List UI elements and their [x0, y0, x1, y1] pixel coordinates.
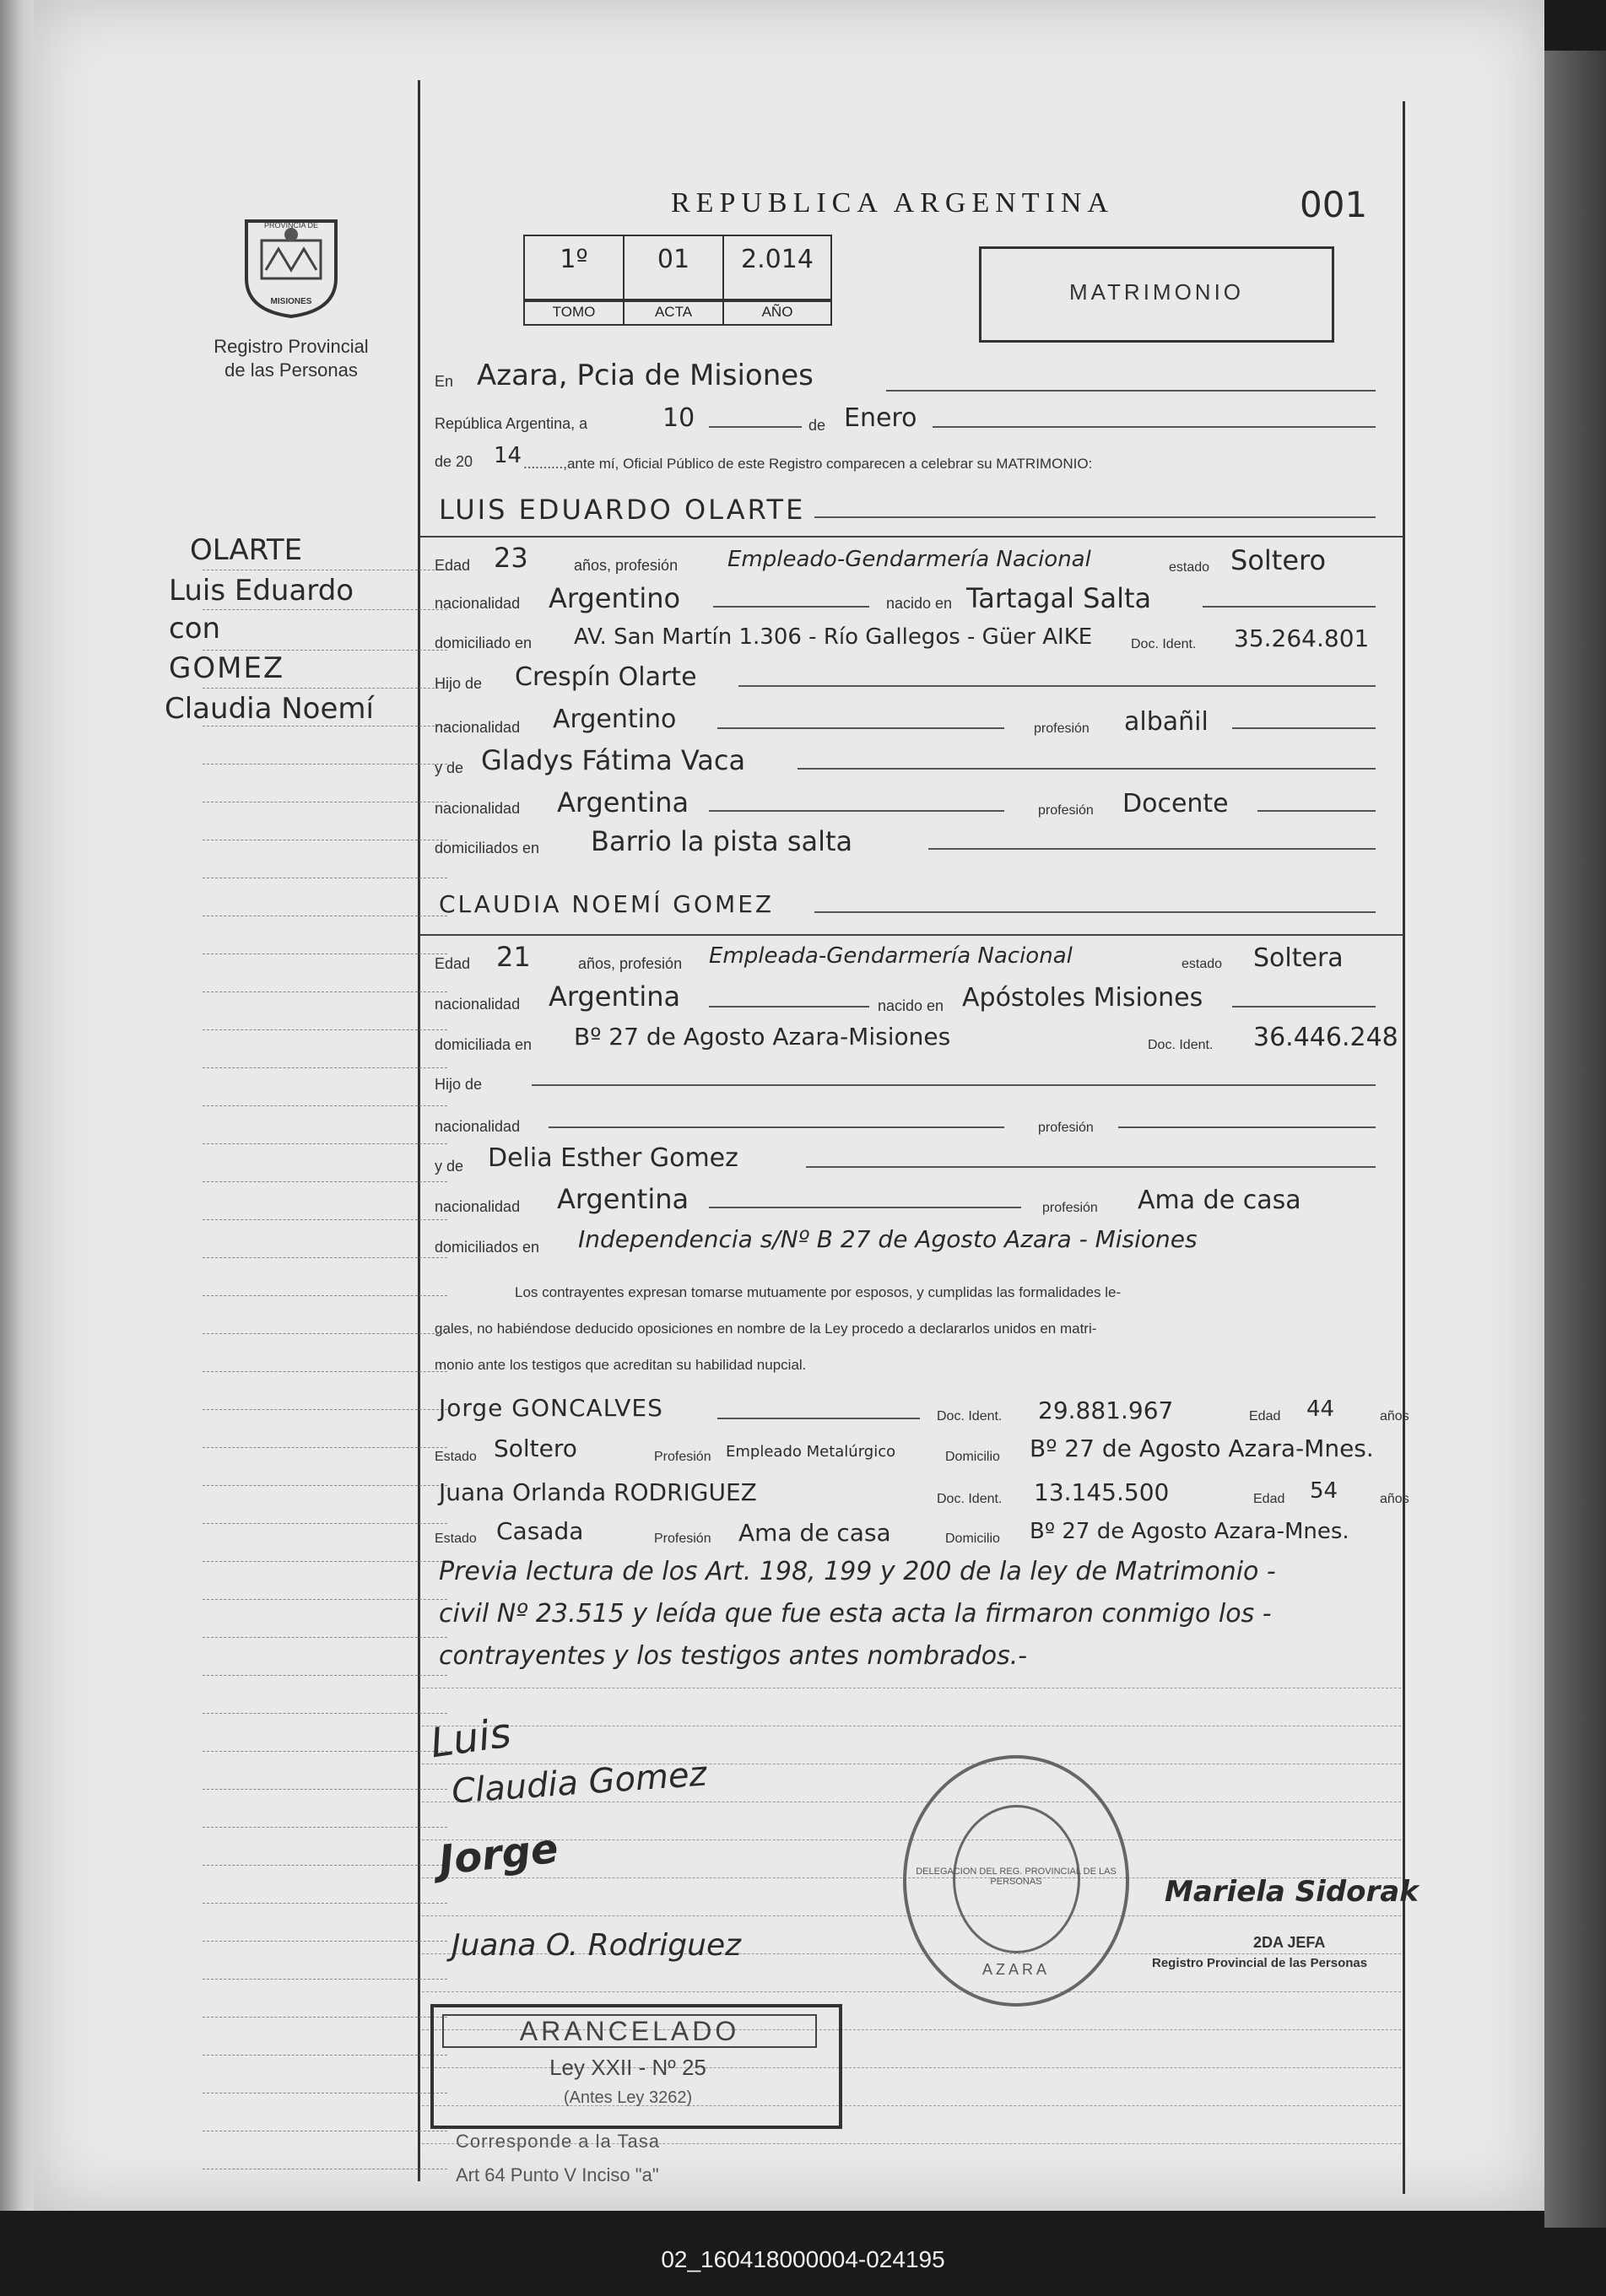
- witness1-estado-label: Estado: [435, 1450, 477, 1464]
- witness2-profession: Ama de casa: [738, 1519, 891, 1547]
- official-org: Registro Provincial de las Personas: [1152, 1956, 1368, 1970]
- register-page: [34, 0, 1544, 2211]
- fee-stamp-law: Ley XXII - Nº 25: [549, 2055, 706, 2080]
- intro-place: Azara, Pcia de Misiones: [477, 359, 814, 392]
- bride-mother: Delia Esther Gomez: [488, 1143, 738, 1173]
- groom-profesion-label: profesión: [1034, 721, 1090, 736]
- groom-father-profession: albañil: [1124, 707, 1209, 737]
- fee-stamp-title: ARANCELADO: [442, 2014, 817, 2048]
- fee-note-1: Corresponde a la Tasa: [456, 2131, 660, 2152]
- margin-note-2: Luis Eduardo: [169, 574, 354, 608]
- intro-de-label: de: [808, 417, 826, 434]
- bride-status: Soltera: [1253, 943, 1344, 973]
- fee-stamp: [430, 2004, 842, 2129]
- logo-text-bottom: MISIONES: [270, 297, 312, 306]
- intro-republica-label: República Argentina, a: [435, 415, 588, 432]
- witness1-signature: Jorge: [436, 1824, 560, 1885]
- page-number: 001: [1300, 184, 1368, 225]
- bride-edad-label: Edad: [435, 955, 471, 972]
- witness1-profesion-label: Profesión: [654, 1450, 711, 1464]
- closing-line-2: civil Nº 23.515 y leída que fue esta acta la firmaron conmigo los -: [439, 1599, 1272, 1629]
- acta-label: ACTA: [623, 299, 724, 326]
- bride-profesion-label: profesión: [1038, 1121, 1094, 1135]
- image-code: 02_160418000004-024195: [661, 2246, 945, 2272]
- groom-address: AV. San Martín 1.306 - Río Gallegos - Güer AIKE: [574, 624, 1093, 650]
- witness2-anos-label: años: [1380, 1492, 1409, 1506]
- witness2-doc: 13.145.500: [1034, 1478, 1170, 1506]
- bride-father-nat-label: nacionalidad: [435, 1118, 521, 1135]
- groom-hijo-label: Hijo de: [435, 675, 483, 692]
- witness2-edad-label: Edad: [1253, 1492, 1285, 1506]
- margin-note-3: con: [169, 612, 221, 646]
- declaration-line-1: Los contrayentes expresan tomarse mutuamente por esposos, y cumplidas las formalidades le-: [515, 1284, 1122, 1300]
- declaration-line-3: monio ante los testigos que acreditan su habilidad nupcial.: [435, 1357, 807, 1373]
- country-title: REPUBLICA ARGENTINA: [671, 187, 1114, 219]
- groom-profession: Empleado-Gendarmería Nacional: [727, 547, 1091, 572]
- book-edge: [1544, 51, 1606, 2228]
- witness2-status: Casada: [496, 1517, 584, 1545]
- groom-mother-profession: Docente: [1122, 789, 1229, 818]
- witness1-status: Soltero: [494, 1434, 577, 1462]
- groom-estado-label: estado: [1169, 560, 1210, 575]
- bride-domiciliados-label: domiciliados en: [435, 1239, 540, 1256]
- witness1-doc: 29.881.967: [1038, 1397, 1174, 1424]
- bride-estado-label: estado: [1182, 957, 1223, 971]
- left-frame-line: [418, 80, 420, 2181]
- closing-line-3: contrayentes y los testigos antes nombrados.-: [439, 1641, 1028, 1671]
- intro-en-label: En: [435, 373, 454, 390]
- logo-text-top: PROVINCIA DE: [263, 221, 318, 230]
- groom-age: 23: [494, 542, 528, 574]
- groom-domiciliados-label: domiciliados en: [435, 840, 540, 856]
- anio-label: AÑO: [722, 299, 832, 326]
- bride-mother-profesion-label: profesión: [1042, 1201, 1098, 1215]
- seal-text: DELEGACION DEL REG. PROVINCIAL DE LAS PERSONAS: [916, 1867, 1117, 1887]
- bride-nacionalidad-label: nacionalidad: [435, 996, 521, 1013]
- fee-note-2: Art 64 Punto V Inciso "a": [456, 2164, 659, 2185]
- witness1-anos-label: años: [1380, 1409, 1409, 1424]
- bride-age: 21: [496, 941, 531, 973]
- tomo-cell: [523, 235, 625, 302]
- acta-cell: [623, 235, 724, 302]
- bride-signature: Claudia Gomez: [450, 1754, 708, 1812]
- witness1-domicilio-label: Domicilio: [945, 1450, 1000, 1464]
- groom-nationality: Argentino: [549, 582, 681, 614]
- bride-nacido-label: nacido en: [878, 997, 944, 1014]
- registry-name-line1: Registro Provincial: [214, 336, 369, 357]
- intro-text: ..........,ante mí, Oficial Público de este Registro comparecen a celebrar su MATRIMONIO:: [523, 456, 1093, 472]
- official-seal: [903, 1755, 1129, 2007]
- intro-day: 10: [662, 403, 695, 433]
- bride-birthplace: Apóstoles Misiones: [962, 983, 1203, 1013]
- witness1-edad-label: Edad: [1249, 1409, 1281, 1424]
- witness2-signature: Juana O. Rodriguez: [452, 1928, 741, 1963]
- certificate-type: MATRIMONIO: [1068, 279, 1245, 305]
- groom-doc-label: Doc. Ident.: [1131, 637, 1197, 651]
- anio-cell: [722, 235, 832, 302]
- groom-name: LUIS EDUARDO OLARTE: [439, 494, 806, 526]
- fee-stamp-prior: (Antes Ley 3262): [563, 2088, 693, 2107]
- bride-parents-address: Independencia s/Nº B 27 de Agosto Azara - Misiones: [578, 1225, 1198, 1253]
- groom-mother-nat-label: nacionalidad: [435, 800, 521, 817]
- groom-domiciliado-label: domiciliado en: [435, 635, 533, 651]
- witness2-doc-label: Doc. Ident.: [937, 1492, 1003, 1506]
- seal-city: AZARA: [981, 1961, 1050, 1978]
- intro-year-suffix: 14: [494, 443, 522, 468]
- groom-doc: 35.264.801: [1234, 624, 1370, 652]
- witness2-domicilio-label: Domicilio: [945, 1532, 1000, 1546]
- groom-status: Soltero: [1230, 544, 1327, 576]
- witness1-age: 44: [1306, 1397, 1335, 1422]
- groom-nacionalidad-label: nacionalidad: [435, 595, 521, 612]
- bride-anos-label: años, profesión: [578, 955, 683, 972]
- declaration-line-2: gales, no habiéndose deducido oposiciones en nombre de la Ley procedo a declararlos unidos en matri-: [435, 1321, 1097, 1337]
- groom-parents-address: Barrio la pista salta: [591, 825, 853, 857]
- bride-mother-nat-label: nacionalidad: [435, 1198, 521, 1215]
- margin-note-1: OLARTE: [190, 533, 303, 567]
- bride-address: Bº 27 de Agosto Azara-Misiones: [574, 1023, 951, 1051]
- bride-doc: 36.446.248: [1253, 1023, 1398, 1052]
- bride-domiciliada-label: domiciliada en: [435, 1036, 533, 1053]
- groom-father-nat-label: nacionalidad: [435, 719, 521, 736]
- groom-mother: Gladys Fátima Vaca: [481, 744, 746, 776]
- witness2-profesion-label: Profesión: [654, 1532, 711, 1546]
- witness2-age: 54: [1310, 1478, 1338, 1504]
- groom-edad-label: Edad: [435, 557, 471, 574]
- bride-nationality: Argentina: [549, 981, 681, 1013]
- witness1-name: Jorge GONCALVES: [439, 1394, 663, 1422]
- closing-line-1: Previa lectura de los Art. 198, 199 y 200 de la ley de Matrimonio -: [439, 1557, 1276, 1586]
- witness2-name: Juana Orlanda RODRIGUEZ: [439, 1478, 757, 1506]
- witness2-address: Bº 27 de Agosto Azara-Mnes.: [1030, 1519, 1349, 1544]
- official-title: 2DA JEFA: [1253, 1934, 1326, 1951]
- witness2-estado-label: Estado: [435, 1532, 477, 1546]
- intro-month: Enero: [844, 403, 917, 433]
- groom-anos-label: años, profesión: [574, 557, 679, 574]
- margin-note-4: GOMEZ: [169, 651, 285, 685]
- bride-doc-label: Doc. Ident.: [1148, 1038, 1214, 1052]
- bride-name: CLAUDIA NOEMÍ GOMEZ: [439, 890, 775, 918]
- groom-signature: Luis: [427, 1709, 514, 1768]
- groom-mother-profesion-label: profesión: [1038, 803, 1094, 818]
- anio-value: 2.014: [741, 245, 814, 274]
- bride-mother-profession: Ama de casa: [1138, 1186, 1301, 1215]
- groom-nacido-label: nacido en: [886, 595, 953, 612]
- groom-yde-label: y de: [435, 759, 464, 776]
- tomo-value: 1º: [560, 245, 588, 274]
- bride-hijo-label: Hijo de: [435, 1076, 483, 1093]
- certificate-type-box: [979, 246, 1334, 343]
- margin-note-5: Claudia Noemí: [165, 692, 374, 726]
- witness1-doc-label: Doc. Ident.: [937, 1409, 1003, 1424]
- groom-father-nationality: Argentino: [553, 705, 677, 734]
- witness1-address: Bº 27 de Agosto Azara-Mnes.: [1030, 1434, 1374, 1462]
- official-signature: Mariela Sidorak: [1165, 1875, 1419, 1909]
- witness1-profession: Empleado Metalúrgico: [726, 1443, 896, 1461]
- bride-profession: Empleada-Gendarmería Nacional: [709, 943, 1073, 969]
- intro-year-prefix: de 20: [435, 453, 473, 470]
- groom-birthplace: Tartagal Salta: [966, 582, 1152, 614]
- registry-name-line2: de las Personas: [224, 359, 358, 381]
- bride-mother-nationality: Argentina: [557, 1183, 689, 1215]
- groom-mother-nationality: Argentina: [557, 786, 689, 818]
- groom-father: Crespín Olarte: [515, 662, 697, 692]
- tomo-label: TOMO: [523, 299, 625, 326]
- acta-value: 01: [657, 245, 690, 274]
- bride-yde-label: y de: [435, 1158, 464, 1175]
